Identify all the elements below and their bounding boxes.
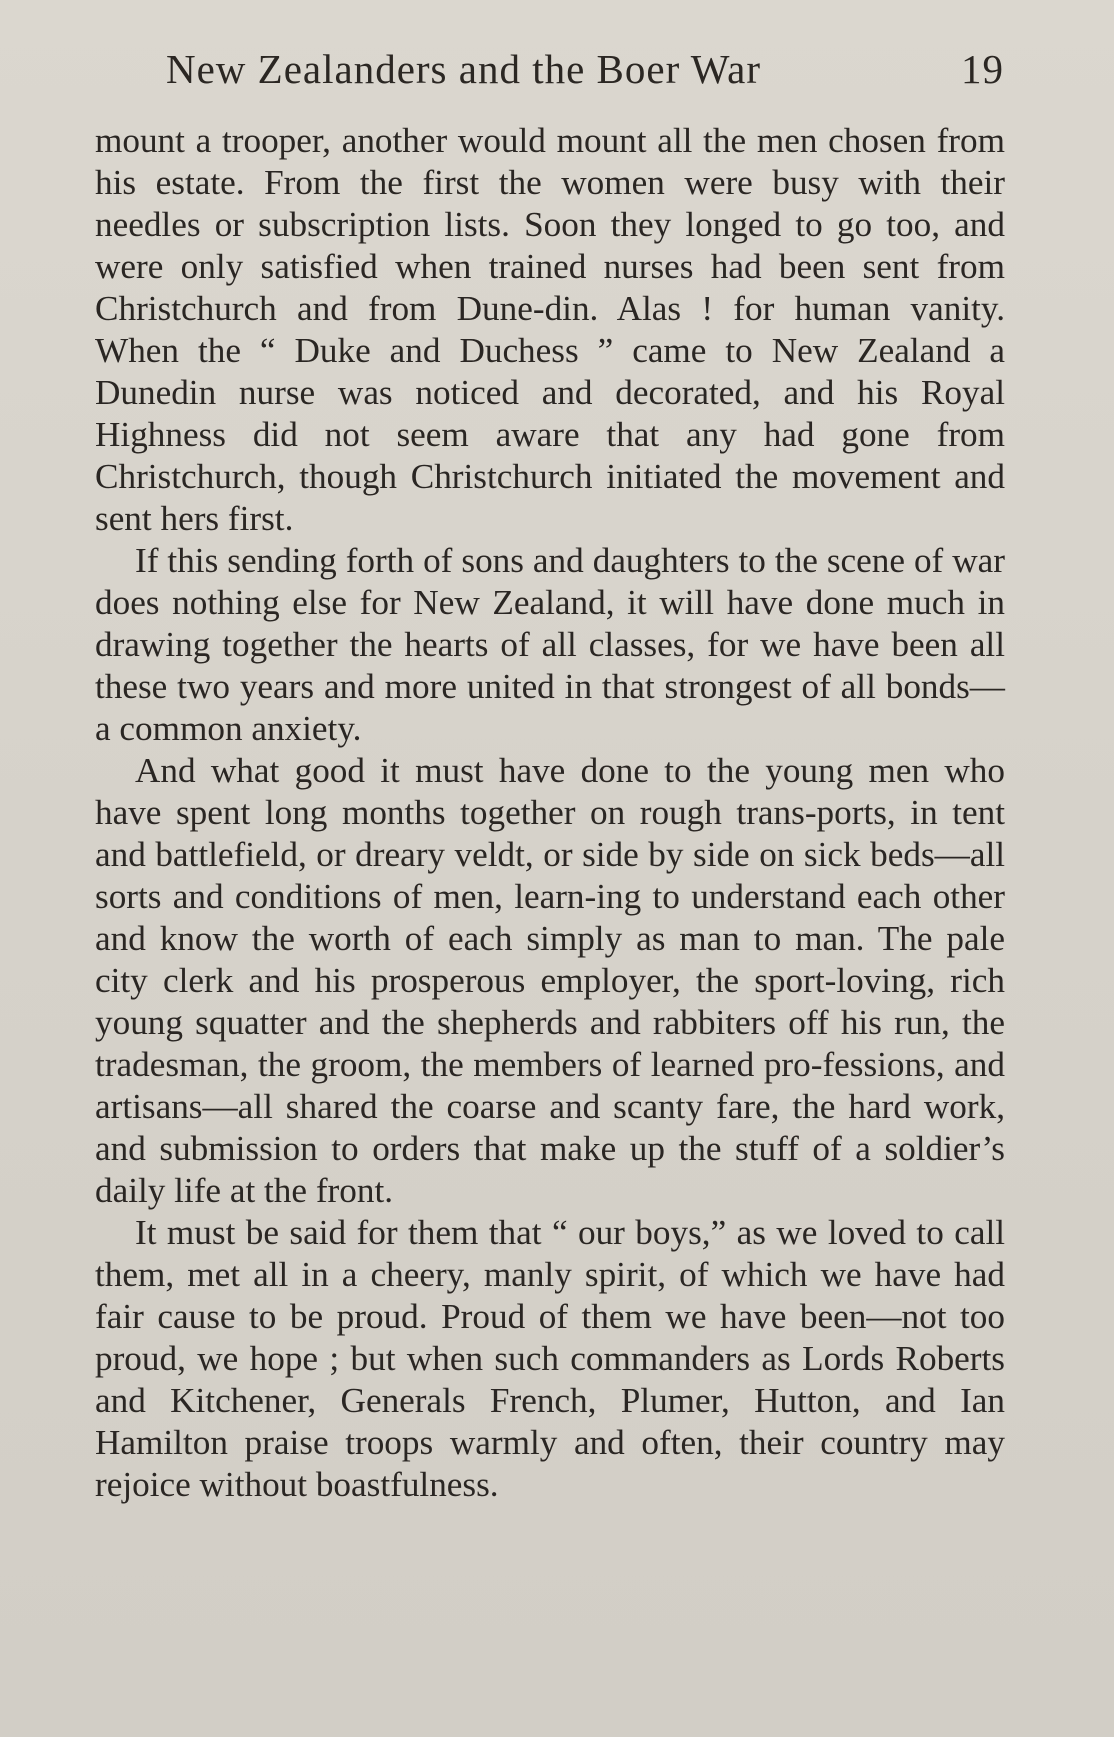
page-number: 19 bbox=[961, 46, 1004, 92]
paragraph-continued: mount a trooper, another would mount all the men chosen from his estate. From the first the women were busy with their needles or subscription lists. Soon they longed to go too, and were only satisfied when trained nurses had been sent from Christchurch and from Dune-din. Alas ! for human vanity. When the “ Duke and Duchess ” came to New Zealand a Dunedin nurse was noticed and decorated, and his Royal Highness did not seem aware that any had gone from Christchurch, though Christchurch initiated the movement and sent hers first. bbox=[95, 121, 1005, 538]
running-header bbox=[166, 44, 1006, 94]
running-title: New Zealanders and the Boer War bbox=[166, 46, 762, 92]
body-text bbox=[95, 120, 1005, 1506]
paragraph: It must be said for them that “ our boys,” as we loved to call them, met all in a cheery, manly spirit, of which we have had fair cause to be proud. Proud of them we have been—not too proud, we hope ; but when such commanders as Lords Roberts and Kitchener, Generals French, Plumer, Hutton, and Ian Hamilton praise troops warmly and often, their country may rejoice without boastfulness. bbox=[95, 1213, 1005, 1504]
paragraph: If this sending forth of sons and daughters to the scene of war does nothing else for New Zealand, it will have done much in drawing together the hearts of all classes, for we have been all these two years and more united in that strongest of all bonds—a common anxiety. bbox=[95, 541, 1005, 748]
paragraph: And what good it must have done to the young men who have spent long months together on rough trans-ports, in tent and battlefield, or dreary veldt, or side by side on sick beds—all sorts and conditions of men, learn-ing to understand each other and know the worth of each simply as man to man. The pale city clerk and his prosperous employer, the sport-loving, rich young squatter and the shepherds and rabbiters off his run, the tradesman, the groom, the members of learned pro-fessions, and artisans—all shared the coarse and scanty fare, the hard work, and submission to orders that make up the stuff of a soldier’s daily life at the front. bbox=[95, 751, 1005, 1210]
